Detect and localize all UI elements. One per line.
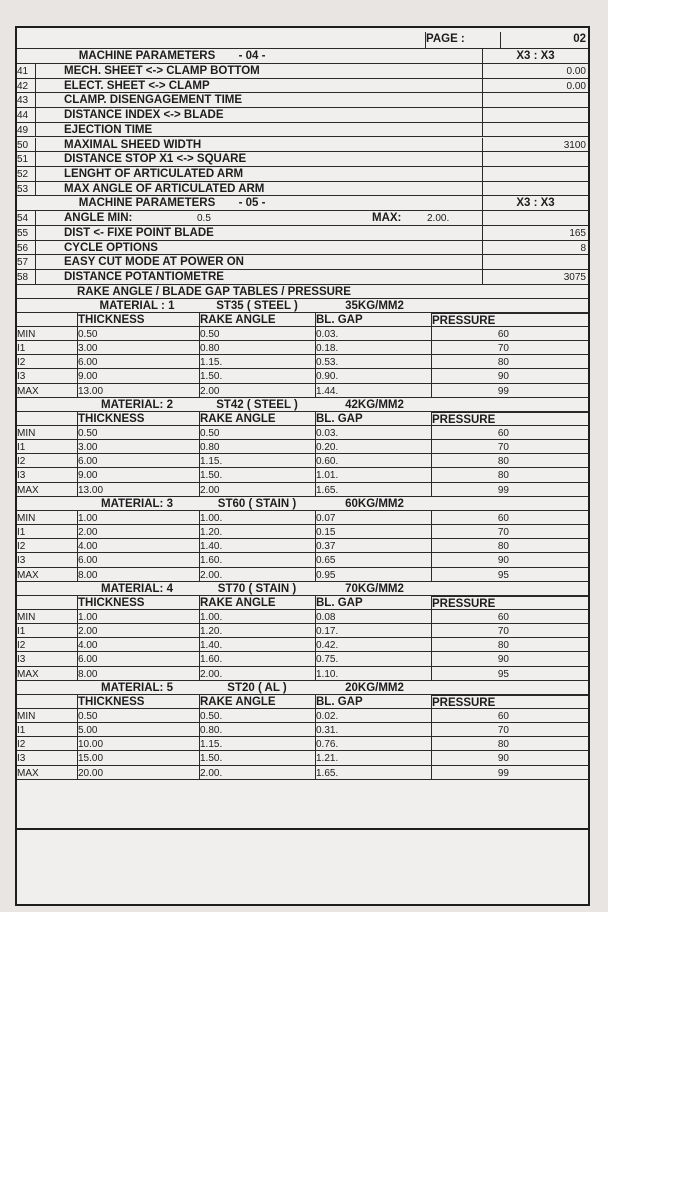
- parameter-id: 42: [17, 79, 36, 93]
- data-row: [17, 525, 588, 539]
- parameter-label: CLAMP. DISENGAGEMENT TIME: [64, 94, 243, 107]
- rake-angle-header: RAKE ANGLE: [199, 596, 315, 609]
- data-row: [17, 511, 588, 525]
- rake-angle-value: 1.20.: [199, 624, 315, 637]
- data-row: [17, 369, 588, 383]
- rake-table-title: RAKE ANGLE / BLADE GAP TABLES / PRESSURE: [77, 285, 351, 298]
- data-row: [17, 723, 588, 737]
- material-grade: ST60 ( STAIN ): [217, 497, 297, 510]
- data-row: [17, 440, 588, 454]
- parameter-value: [482, 123, 588, 137]
- rake-angle-value: 2.00: [199, 483, 315, 496]
- pressure-header: PRESSURE: [431, 596, 588, 609]
- blade-gap-value: 0.03.: [315, 426, 431, 439]
- section-title: MACHINE PARAMETERS: [78, 197, 216, 210]
- column-header-row: [17, 412, 588, 426]
- parameter-id: 58: [17, 270, 36, 284]
- blade-gap-value: 0.31.: [315, 723, 431, 736]
- pressure-value: 80: [431, 355, 511, 368]
- pressure-header: PRESSURE: [431, 695, 588, 708]
- thickness-value: 2.00: [77, 525, 199, 538]
- parameter-value: [482, 167, 588, 181]
- parameter-row: [17, 93, 588, 108]
- parameter-value: [482, 108, 588, 122]
- level-label: MAX: [17, 569, 39, 581]
- pressure-value: 70: [431, 440, 511, 453]
- pressure-value: 99: [431, 483, 511, 496]
- rake-angle-header: RAKE ANGLE: [199, 412, 315, 425]
- data-row: [17, 638, 588, 652]
- blade-gap-value: 0.60.: [315, 454, 431, 467]
- rake-angle-value: 1.00.: [199, 610, 315, 623]
- level-label: I1: [17, 442, 26, 453]
- rake-angle-value: 2.00.: [199, 766, 315, 779]
- level-label: MIN: [17, 512, 36, 524]
- blade-gap-value: 0.53.: [315, 355, 431, 368]
- data-row: [17, 652, 588, 666]
- section-header: [17, 49, 588, 64]
- rake-angle-value: 2.00.: [199, 667, 315, 680]
- thickness-value: 3.00: [77, 341, 199, 354]
- parameter-row: [17, 64, 588, 79]
- level-label: I3: [17, 371, 26, 383]
- rake-angle-value: 1.40.: [199, 638, 315, 651]
- section-ratio: X3 : X3: [482, 49, 588, 63]
- parameter-id: 57: [17, 255, 36, 269]
- data-row: [17, 737, 588, 751]
- rake-angle-value: 0.50.: [199, 709, 315, 722]
- thickness-value: 6.00: [77, 553, 199, 566]
- parameter-label: DISTANCE STOP X1 <-> SQUARE: [64, 153, 247, 166]
- parameter-id: 44: [17, 108, 36, 122]
- level-label: I1: [17, 343, 26, 354]
- level-label: I2: [17, 541, 26, 553]
- column-header-row: [17, 313, 588, 327]
- parameter-label: CYCLE OPTIONS: [64, 241, 158, 254]
- material-strength: 60KG/MM2: [345, 497, 404, 510]
- section-code: - 05 -: [238, 197, 266, 210]
- level-label: I1: [17, 725, 26, 736]
- data-row: [17, 539, 588, 553]
- parameter-value: [482, 211, 588, 225]
- level-label: I2: [17, 456, 26, 468]
- parameter-label: EJECTION TIME: [64, 123, 153, 136]
- material-header: [17, 582, 588, 596]
- parameter-id: 41: [17, 64, 36, 78]
- level-label: MIN: [17, 611, 36, 623]
- blade-gap-value: 1.21.: [315, 751, 431, 764]
- material-grade: ST70 ( STAIN ): [217, 582, 297, 595]
- pressure-value: 90: [431, 652, 511, 665]
- data-row: [17, 384, 588, 398]
- pressure-value: 80: [431, 539, 511, 552]
- material-strength: 70KG/MM2: [345, 582, 404, 595]
- level-label: I1: [17, 527, 26, 538]
- parameter-row: [17, 226, 588, 241]
- blade-gap-value: 0.08: [315, 610, 431, 623]
- blade-gap-value: 1.65.: [315, 766, 431, 779]
- parameter-id: 54: [17, 211, 36, 225]
- pressure-value: 80: [431, 638, 511, 651]
- pressure-value: 99: [431, 384, 511, 397]
- pressure-value: 70: [431, 723, 511, 736]
- blade-gap-value: 0.03.: [315, 327, 431, 340]
- level-label: MIN: [17, 427, 36, 439]
- parameter-value: 0.00: [482, 64, 588, 78]
- rake-angle-value: 1.40.: [199, 539, 315, 552]
- parameter-id: 53: [17, 182, 36, 196]
- parameter-value: 165: [482, 226, 588, 240]
- page-number: 02: [500, 32, 588, 48]
- pressure-value: 70: [431, 624, 511, 637]
- rake-angle-value: 1.50.: [199, 751, 315, 764]
- rake-angle-value: 0.50: [199, 327, 315, 340]
- rake-angle-value: 1.15.: [199, 737, 315, 750]
- thickness-value: 8.00: [77, 667, 199, 680]
- blade-gap-value: 0.20.: [315, 440, 431, 453]
- level-label: MIN: [17, 710, 36, 722]
- parameter-row: [17, 270, 588, 285]
- blade-gap-header: BL. GAP: [315, 412, 431, 425]
- level-label: MAX: [17, 668, 39, 680]
- thickness-value: 13.00: [77, 483, 199, 496]
- data-row: [17, 568, 588, 582]
- pressure-value: 80: [431, 737, 511, 750]
- material-header: [17, 681, 588, 695]
- level-label: I2: [17, 739, 26, 751]
- data-row: [17, 468, 588, 482]
- material-strength: 42KG/MM2: [345, 398, 404, 411]
- angle-min-value: 0.5: [197, 213, 211, 225]
- thickness-value: 9.00: [77, 468, 199, 481]
- rake-angle-value: 1.50.: [199, 468, 315, 481]
- pressure-value: 95: [431, 568, 511, 581]
- material-label: MATERIAL : 1: [99, 299, 175, 312]
- parameter-value: 0.00: [482, 79, 588, 93]
- parameter-value: [482, 93, 588, 107]
- material-label: MATERIAL: 4: [101, 582, 173, 595]
- data-row: [17, 327, 588, 341]
- parameter-value: 3100: [482, 138, 588, 152]
- blade-gap-value: 0.07: [315, 511, 431, 524]
- data-row: [17, 610, 588, 624]
- pressure-value: 60: [431, 709, 511, 722]
- page-header-row: [17, 32, 588, 49]
- thickness-value: 1.00: [77, 511, 199, 524]
- data-row: [17, 483, 588, 497]
- rake-angle-value: 1.20.: [199, 525, 315, 538]
- column-header-row: [17, 596, 588, 610]
- pressure-value: 90: [431, 751, 511, 764]
- parameter-label: EASY CUT MODE AT POWER ON: [64, 256, 244, 269]
- blade-gap-value: 0.37: [315, 539, 431, 552]
- parameter-value: [482, 182, 588, 196]
- parameter-label: LENGHT OF ARTICULATED ARM: [64, 167, 244, 180]
- data-row: [17, 454, 588, 468]
- material-header: [17, 497, 588, 511]
- rake-angle-value: 1.00.: [199, 511, 315, 524]
- data-row: [17, 355, 588, 369]
- data-row: [17, 667, 588, 681]
- thickness-value: 0.50: [77, 426, 199, 439]
- level-label: MAX: [17, 385, 39, 397]
- thickness-value: 6.00: [77, 454, 199, 467]
- pressure-value: 70: [431, 341, 511, 354]
- pressure-value: 60: [431, 511, 511, 524]
- parameter-sheet: [15, 26, 590, 906]
- blade-gap-value: 0.75.: [315, 652, 431, 665]
- rake-angle-value: 1.50.: [199, 369, 315, 382]
- rake-angle-value: 0.80: [199, 440, 315, 453]
- thickness-header: THICKNESS: [77, 596, 197, 609]
- level-label: I2: [17, 640, 26, 652]
- column-header-row: [17, 695, 588, 709]
- thickness-header: THICKNESS: [77, 695, 197, 708]
- thickness-value: 6.00: [77, 652, 199, 665]
- rake-angle-value: 0.80: [199, 341, 315, 354]
- pressure-value: 99: [431, 766, 511, 779]
- thickness-value: 8.00: [77, 568, 199, 581]
- data-row: [17, 341, 588, 355]
- material-grade: ST35 ( STEEL ): [216, 299, 298, 312]
- parameter-row: [17, 123, 588, 138]
- parameter-label: DISTANCE INDEX <-> BLADE: [64, 109, 224, 122]
- thickness-value: 0.50: [77, 709, 199, 722]
- thickness-value: 4.00: [77, 638, 199, 651]
- pressure-value: 95: [431, 667, 511, 680]
- parameter-row: [17, 182, 588, 197]
- pressure-header: PRESSURE: [431, 313, 588, 326]
- thickness-value: 3.00: [77, 440, 199, 453]
- parameter-id: 52: [17, 167, 36, 181]
- thickness-header: THICKNESS: [77, 412, 197, 425]
- angle-max-label: MAX:: [372, 212, 402, 225]
- section-header: [17, 196, 588, 211]
- level-label: I3: [17, 654, 26, 666]
- thickness-value: 1.00: [77, 610, 199, 623]
- blade-gap-value: 0.17.: [315, 624, 431, 637]
- blade-gap-value: 0.18.: [315, 341, 431, 354]
- material-strength: 20KG/MM2: [345, 681, 404, 694]
- material-grade: ST42 ( STEEL ): [216, 398, 298, 411]
- thickness-value: 0.50: [77, 327, 199, 340]
- blade-gap-value: 0.15: [315, 525, 431, 538]
- pressure-value: 60: [431, 610, 511, 623]
- blade-gap-value: 0.76.: [315, 737, 431, 750]
- parameter-row: [17, 167, 588, 182]
- level-label: MAX: [17, 484, 39, 496]
- thickness-value: 5.00: [77, 723, 199, 736]
- pressure-value: 80: [431, 454, 511, 467]
- parameter-row: [17, 138, 588, 153]
- parameter-row: [17, 211, 588, 226]
- thickness-value: 15.00: [77, 751, 199, 764]
- parameter-label: DISTANCE POTANTIOMETRE: [64, 271, 224, 284]
- blade-gap-value: 0.95: [315, 568, 431, 581]
- level-label: I3: [17, 753, 26, 765]
- parameter-row: [17, 152, 588, 167]
- page-label: PAGE :: [425, 32, 500, 48]
- thickness-value: 4.00: [77, 539, 199, 552]
- rake-angle-value: 1.15.: [199, 355, 315, 368]
- data-row: [17, 426, 588, 440]
- pressure-value: 60: [431, 327, 511, 340]
- material-label: MATERIAL: 2: [101, 398, 173, 411]
- level-label: MAX: [17, 767, 39, 779]
- blade-gap-value: 1.10.: [315, 667, 431, 680]
- blade-gap-header: BL. GAP: [315, 695, 431, 708]
- material-grade: ST20 ( AL ): [227, 681, 287, 694]
- parameter-label: DIST <- FIXE POINT BLADE: [64, 227, 214, 239]
- rake-angle-value: 2.00.: [199, 568, 315, 581]
- data-row: [17, 766, 588, 780]
- blade-gap-value: 0.65: [315, 553, 431, 566]
- blade-gap-value: 1.65.: [315, 483, 431, 496]
- parameter-value: [482, 255, 588, 269]
- thickness-value: 9.00: [77, 369, 199, 382]
- parameter-label: ANGLE MIN:: [64, 212, 133, 225]
- parameter-id: 49: [17, 123, 36, 137]
- level-label: I3: [17, 555, 26, 567]
- parameter-id: 50: [17, 138, 36, 152]
- parameter-row: [17, 108, 588, 123]
- section-title: MACHINE PARAMETERS: [78, 50, 216, 62]
- parameter-row: [17, 255, 588, 270]
- rake-angle-value: 2.00: [199, 384, 315, 397]
- data-row: [17, 624, 588, 638]
- thickness-value: 13.00: [77, 384, 199, 397]
- material-header: [17, 299, 588, 313]
- pressure-value: 70: [431, 525, 511, 538]
- level-label: I3: [17, 470, 26, 482]
- pressure-value: 90: [431, 553, 511, 566]
- parameter-value: 8: [482, 241, 588, 255]
- pressure-value: 80: [431, 468, 511, 481]
- material-strength: 35KG/MM2: [345, 299, 404, 312]
- rake-angle-header: RAKE ANGLE: [199, 313, 315, 326]
- thickness-header: THICKNESS: [77, 313, 197, 326]
- material-label: MATERIAL: 3: [101, 497, 173, 510]
- blade-gap-value: 0.02.: [315, 709, 431, 722]
- parameter-row: [17, 79, 588, 94]
- blade-gap-value: 1.01.: [315, 468, 431, 481]
- parameter-value: 3075: [482, 270, 588, 284]
- angle-max-value: 2.00.: [427, 213, 450, 225]
- pressure-value: 90: [431, 369, 511, 382]
- rake-angle-header: RAKE ANGLE: [199, 695, 315, 708]
- blade-gap-value: 0.42.: [315, 638, 431, 651]
- blade-gap-value: 1.44.: [315, 384, 431, 397]
- rake-angle-value: 1.60.: [199, 553, 315, 566]
- level-label: I1: [17, 626, 26, 637]
- section-ratio: X3 : X3: [482, 196, 588, 210]
- thickness-value: 2.00: [77, 624, 199, 637]
- parameter-id: 56: [17, 241, 36, 255]
- thickness-value: 20.00: [77, 766, 199, 779]
- rake-angle-value: 0.80.: [199, 723, 315, 736]
- rake-table-title-row: [17, 285, 588, 299]
- data-row: [17, 751, 588, 765]
- blade-gap-value: 0.90.: [315, 369, 431, 382]
- data-row: [17, 553, 588, 567]
- thickness-value: 10.00: [77, 737, 199, 750]
- blade-gap-header: BL. GAP: [315, 596, 431, 609]
- parameter-id: 55: [17, 226, 36, 240]
- parameter-row: [17, 241, 588, 256]
- rake-angle-value: 1.15.: [199, 454, 315, 467]
- thickness-value: 6.00: [77, 355, 199, 368]
- parameter-id: 51: [17, 152, 36, 166]
- data-row: [17, 709, 588, 723]
- parameter-value: [482, 152, 588, 166]
- parameter-id: 43: [17, 93, 36, 107]
- parameter-label: MECH. SHEET <-> CLAMP BOTTOM: [64, 65, 260, 77]
- section-code: - 04 -: [238, 50, 266, 62]
- level-label: MIN: [17, 328, 36, 340]
- rake-angle-value: 0.50: [199, 426, 315, 439]
- parameter-label: ELECT. SHEET <-> CLAMP: [64, 79, 210, 92]
- blade-gap-header: BL. GAP: [315, 313, 431, 326]
- level-label: I2: [17, 357, 26, 369]
- material-header: [17, 398, 588, 412]
- parameter-label: MAX ANGLE OF ARTICULATED ARM: [64, 182, 265, 195]
- parameter-label: MAXIMAL SHEED WIDTH: [64, 138, 202, 151]
- rake-angle-value: 1.60.: [199, 652, 315, 665]
- pressure-value: 60: [431, 426, 511, 439]
- pressure-header: PRESSURE: [431, 412, 588, 425]
- material-label: MATERIAL: 5: [101, 681, 173, 694]
